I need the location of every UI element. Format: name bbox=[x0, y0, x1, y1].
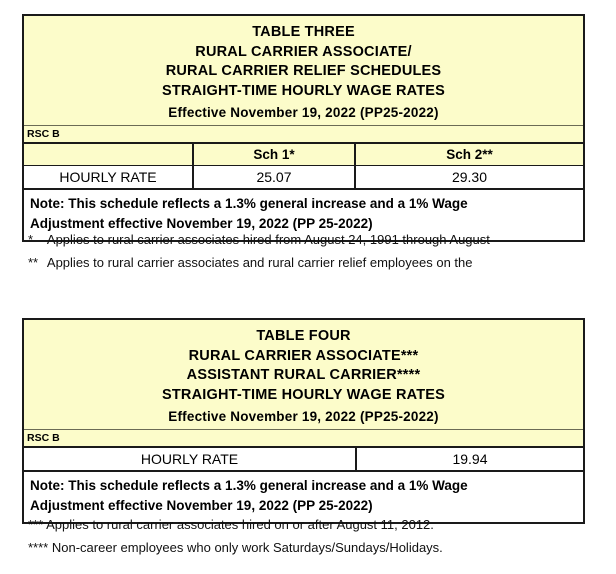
table-four-footnotes bbox=[28, 513, 603, 559]
table-three-row-label: HOURLY RATE bbox=[24, 166, 194, 188]
table-four-title-line-4: STRAIGHT-TIME HOURLY WAGE RATES bbox=[161, 386, 446, 403]
footnote-double-asterisk bbox=[28, 251, 603, 274]
table-three-note-line-1: Note: This schedule reflects a 1.3% general increase and a 1% Wage bbox=[30, 196, 468, 211]
table-three-header-sch1: Sch 1* bbox=[194, 144, 356, 165]
table-row bbox=[24, 166, 583, 190]
table-three-header-sch2: Sch 2** bbox=[446, 147, 493, 162]
table-four-row-label: HOURLY RATE bbox=[24, 448, 357, 470]
table-three-title-line-1: TABLE THREE bbox=[252, 24, 355, 40]
table-three-title bbox=[24, 16, 583, 125]
table-row bbox=[24, 446, 583, 472]
table-four-rsc-label: RSC B bbox=[24, 429, 583, 446]
footnote-text: Applies to rural carrier associates hired on or after August 11, 2012. bbox=[46, 517, 434, 532]
table-three-title-line-3: RURAL CARRIER RELIEF SCHEDULES bbox=[165, 63, 442, 79]
table-three-column-header-row bbox=[24, 142, 583, 166]
table-four-note-line-1: Note: This schedule reflects a 1.3% general increase and a 1% Wage bbox=[30, 478, 468, 493]
footnote-marker: ** bbox=[28, 255, 39, 270]
footnote-text: Applies to rural carrier associates hired from August 24, 1991 through August bbox=[46, 232, 490, 247]
footnote-marker: * bbox=[28, 232, 34, 247]
table-three-rsc-label: RSC B bbox=[24, 125, 583, 142]
table-three-note-line-2: Adjustment effective November 19, 2022 (PP 25-2022) bbox=[30, 216, 373, 231]
table-four-title bbox=[24, 320, 583, 429]
table-three-title-line-4: STRAIGHT-TIME HOURLY WAGE RATES bbox=[161, 82, 446, 99]
table-three-footnotes bbox=[28, 228, 603, 274]
table-four-title-line-3: ASSISTANT RURAL CARRIER**** bbox=[186, 367, 421, 383]
table-three-row-sch2-value: 29.30 bbox=[451, 169, 488, 185]
footnote-quad-asterisk bbox=[28, 536, 603, 559]
footnote-single-asterisk bbox=[28, 228, 603, 251]
table-four-title-line-2: RURAL CARRIER ASSOCIATE*** bbox=[188, 347, 419, 364]
table-four-title-line-1: TABLE FOUR bbox=[256, 328, 351, 344]
table-four-note-line-2: Adjustment effective November 19, 2022 (PP 25-2022) bbox=[30, 498, 373, 513]
table-four-effective-date: Effective November 19, 2022 (PP25-2022) bbox=[168, 409, 439, 424]
table-three-effective-date: Effective November 19, 2022 (PP25-2022) bbox=[168, 105, 439, 120]
footnote-triple-asterisk bbox=[28, 513, 603, 536]
table-four-row-rate-value: 19.94 bbox=[452, 451, 488, 467]
table-three-header-blank bbox=[24, 144, 194, 165]
footnote-text: Applies to rural carrier associates and rural carrier relief employees on the bbox=[46, 255, 473, 270]
table-four bbox=[22, 318, 585, 524]
footnote-marker: **** bbox=[28, 540, 49, 555]
table-three-row-sch1-value: 25.07 bbox=[194, 166, 356, 188]
footnote-marker: *** bbox=[28, 517, 44, 532]
footnote-text: Non-career employees who only work Saturdays/Sundays/Holidays. bbox=[51, 540, 443, 555]
table-three-title-line-2: RURAL CARRIER ASSOCIATE/ bbox=[195, 43, 412, 60]
table-three bbox=[22, 14, 585, 242]
